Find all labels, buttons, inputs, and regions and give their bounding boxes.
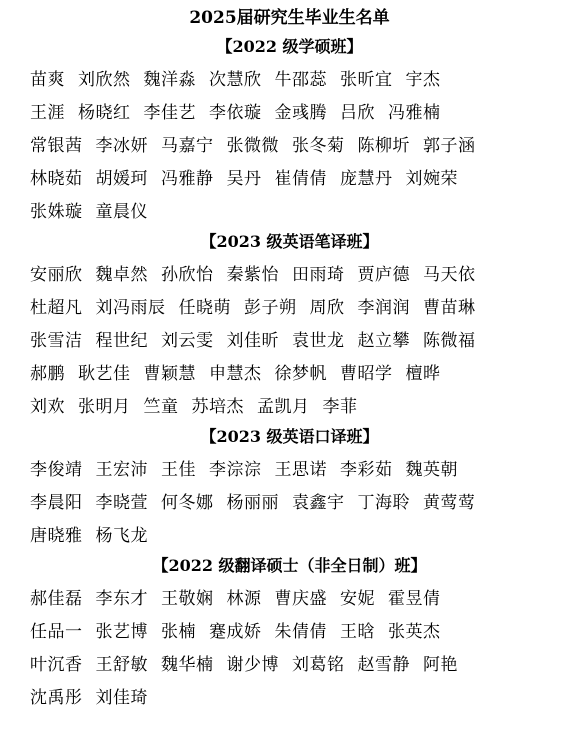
student-name: 张姝璇 (30, 202, 83, 222)
student-name: 蹇成娇 (209, 622, 262, 642)
name-row (30, 292, 549, 325)
student-name: 赵雪静 (357, 655, 410, 675)
section-heading: 【2022 级学硕班】 (216, 37, 363, 56)
student-name: 安妮 (340, 589, 375, 609)
student-name: 李晨阳 (30, 493, 83, 513)
name-row (30, 196, 549, 229)
student-name: 李冰妍 (95, 136, 148, 156)
student-name: 李淙淙 (209, 460, 262, 480)
section-heading: 【2022 级翻译硕士（非全日制）班】 (152, 556, 427, 575)
student-name: 耿艺佳 (78, 364, 131, 384)
student-name: 李晓萱 (95, 493, 148, 513)
student-name: 檀晔 (405, 364, 441, 384)
student-name: 张明月 (78, 397, 131, 417)
student-name: 谢少博 (226, 655, 279, 675)
name-row (30, 616, 549, 649)
student-name: 刘欢 (30, 397, 65, 417)
student-name: 马嘉宁 (161, 136, 214, 156)
student-name: 王宏沛 (95, 460, 148, 480)
student-name: 安丽欣 (30, 265, 83, 285)
student-name: 霍昱倩 (388, 589, 441, 609)
name-row (30, 487, 549, 520)
name-row (30, 358, 549, 391)
name-row (30, 520, 549, 553)
student-name: 杨飞龙 (95, 526, 148, 546)
name-list (0, 583, 549, 715)
student-name: 刘欣然 (78, 70, 131, 90)
student-name: 杜超凡 (30, 298, 83, 318)
student-name: 吕欣 (340, 103, 375, 123)
student-name: 王舒敏 (95, 655, 148, 675)
name-row (30, 583, 549, 616)
student-name: 林晓茹 (30, 169, 83, 189)
student-name: 陈柳圻 (357, 136, 410, 156)
student-name: 马天依 (423, 265, 476, 285)
student-name: 刘婉荣 (405, 169, 458, 189)
name-list (0, 259, 549, 424)
student-name: 李菲 (322, 397, 358, 417)
student-name: 任晓萌 (178, 298, 231, 318)
student-name: 王晗 (340, 622, 375, 642)
student-name: 李依璇 (209, 103, 262, 123)
student-name: 彭子朔 (244, 298, 297, 318)
student-name: 林源 (226, 589, 262, 609)
student-name: 刘佳琦 (95, 688, 148, 708)
student-name: 吴丹 (226, 169, 262, 189)
student-name: 张微微 (226, 136, 279, 156)
student-name: 程世纪 (95, 331, 148, 351)
student-name: 刘冯雨辰 (95, 298, 166, 318)
student-name: 张楠 (161, 622, 196, 642)
student-name: 杨丽丽 (226, 493, 279, 513)
student-name: 陈微福 (423, 331, 476, 351)
student-name: 孙欣怡 (161, 265, 214, 285)
name-row (30, 163, 549, 196)
student-name: 郭子涵 (423, 136, 476, 156)
student-name: 王涯 (30, 103, 65, 123)
student-name: 黄莺莺 (423, 493, 476, 513)
student-name: 王思诺 (274, 460, 327, 480)
student-name: 曹昭学 (340, 364, 393, 384)
student-name: 秦紫怡 (226, 265, 279, 285)
student-name: 刘云雯 (161, 331, 214, 351)
student-name: 胡媛珂 (95, 169, 148, 189)
sections-container (0, 34, 579, 715)
student-name: 朱倩倩 (274, 622, 327, 642)
student-name: 李佳艺 (143, 103, 196, 123)
student-name: 王敬娴 (161, 589, 214, 609)
student-name: 庞慧丹 (340, 169, 393, 189)
student-name: 申慧杰 (209, 364, 262, 384)
name-row (30, 259, 549, 292)
student-name: 次慧欣 (209, 70, 262, 90)
student-name: 李彩茹 (340, 460, 393, 480)
section-heading: 【2023 级英语笔译班】 (200, 232, 379, 251)
student-name: 李俊靖 (30, 460, 83, 480)
student-name: 童晨仪 (95, 202, 148, 222)
student-name: 张昕宜 (340, 70, 393, 90)
student-name: 王佳 (161, 460, 196, 480)
student-name: 宇杰 (405, 70, 441, 90)
name-row (30, 391, 549, 424)
student-name: 曹苗琳 (423, 298, 476, 318)
name-row (30, 649, 549, 682)
name-row (30, 325, 549, 358)
name-row (30, 97, 549, 130)
name-row (30, 454, 549, 487)
student-name: 李东才 (95, 589, 148, 609)
student-name: 刘佳昕 (226, 331, 279, 351)
student-name: 孟凯月 (257, 397, 310, 417)
name-list (0, 454, 549, 553)
student-name: 唐晓雅 (30, 526, 83, 546)
student-name: 魏卓然 (95, 265, 148, 285)
student-name: 魏洋淼 (143, 70, 196, 90)
student-name: 金彧腾 (274, 103, 327, 123)
student-name: 魏英朝 (405, 460, 458, 480)
student-name: 冯雅楠 (388, 103, 441, 123)
student-name: 徐梦帆 (274, 364, 327, 384)
student-name: 袁鑫宇 (292, 493, 345, 513)
student-name: 赵立攀 (357, 331, 410, 351)
student-name: 张英杰 (388, 622, 441, 642)
student-name: 袁世龙 (292, 331, 345, 351)
section-heading: 【2023 级英语口译班】 (200, 427, 379, 446)
student-name: 任品一 (30, 622, 83, 642)
name-row (30, 64, 549, 97)
student-name: 贾庐德 (357, 265, 410, 285)
page-title: 2025届研究生毕业生名单 (189, 8, 390, 28)
student-name: 丁海聆 (357, 493, 410, 513)
student-name: 杨晓红 (78, 103, 131, 123)
student-name: 常银茜 (30, 136, 83, 156)
student-name: 曹庆盛 (274, 589, 327, 609)
name-row (30, 130, 549, 163)
student-name: 阿艳 (423, 655, 458, 675)
student-name: 李润润 (357, 298, 410, 318)
student-name: 竺童 (143, 397, 179, 417)
student-name: 苗爽 (30, 70, 65, 90)
student-name: 曹颖慧 (143, 364, 196, 384)
student-name: 苏培杰 (191, 397, 244, 417)
student-name: 崔倩倩 (274, 169, 327, 189)
name-list (0, 64, 549, 229)
student-name: 刘葛铭 (292, 655, 345, 675)
student-name: 何冬娜 (161, 493, 214, 513)
student-name: 牛邵蕊 (274, 70, 327, 90)
student-name: 张艺博 (95, 622, 148, 642)
student-name: 叶沉香 (30, 655, 83, 675)
student-name: 郝佳磊 (30, 589, 83, 609)
name-row (30, 682, 549, 715)
student-name: 沈禹彤 (30, 688, 83, 708)
student-name: 张冬菊 (292, 136, 345, 156)
student-name: 冯雅静 (161, 169, 214, 189)
student-name: 郝鹏 (30, 364, 65, 384)
student-name: 魏华楠 (161, 655, 214, 675)
student-name: 周欣 (309, 298, 345, 318)
student-name: 田雨琦 (292, 265, 345, 285)
student-name: 张雪洁 (30, 331, 83, 351)
